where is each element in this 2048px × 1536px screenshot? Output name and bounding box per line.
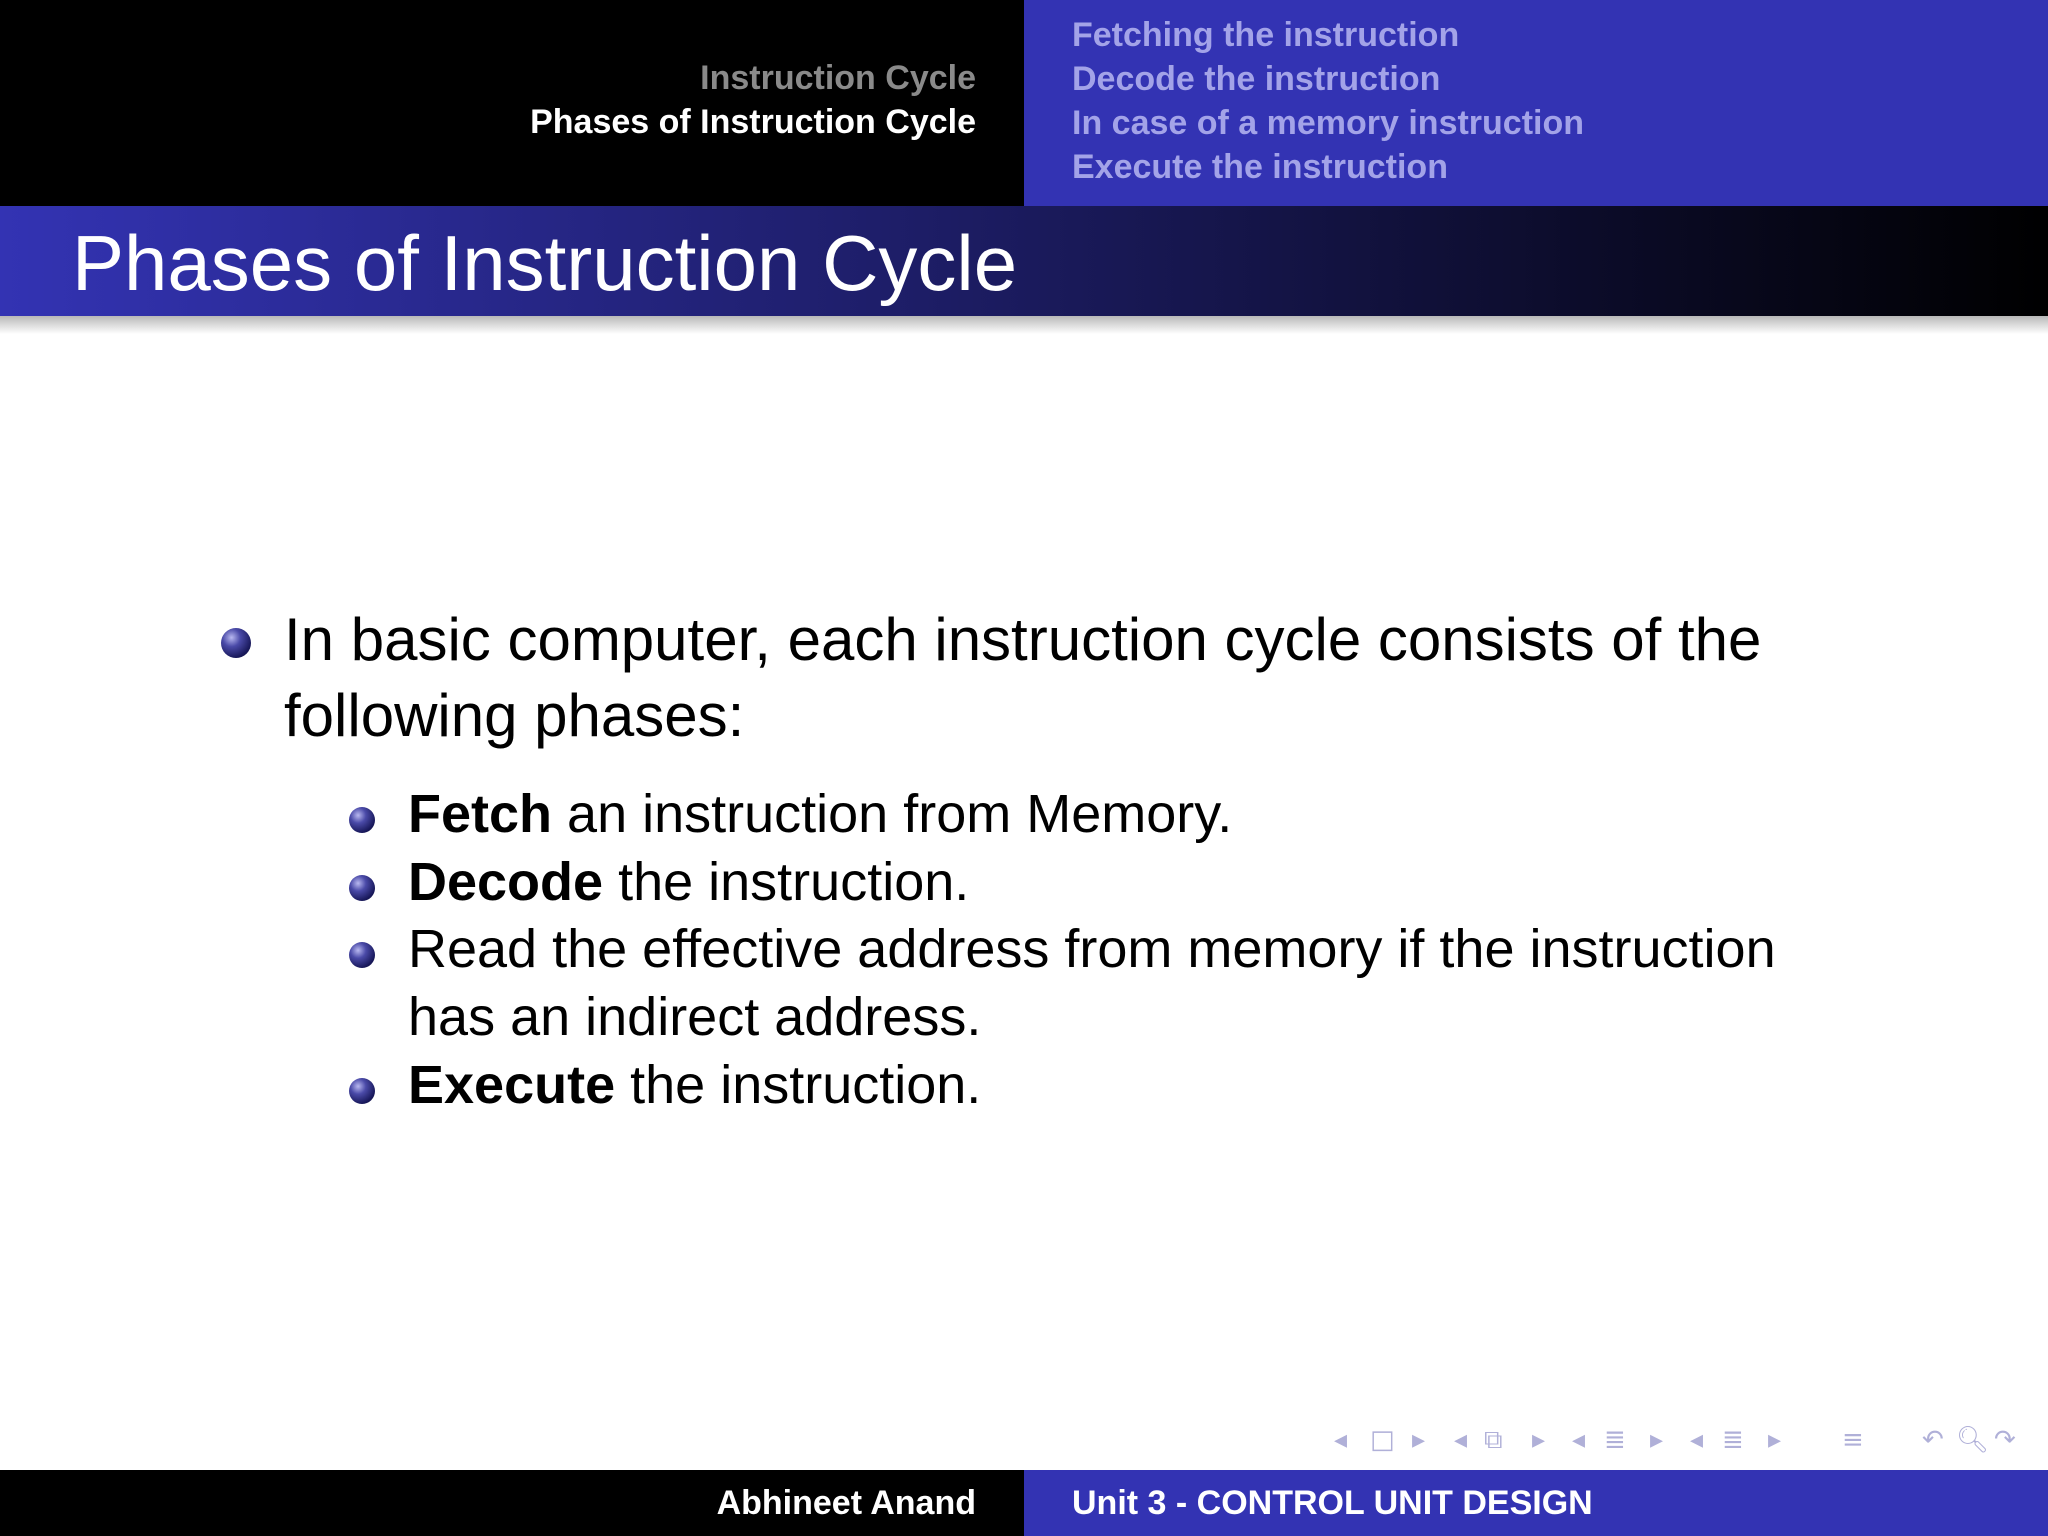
section-link-phases-of-instruction-cycle[interactable]: Phases of Instruction Cycle xyxy=(530,103,976,141)
frame-icon[interactable]: □ xyxy=(1370,1425,1395,1455)
frame-title-bar xyxy=(0,206,2048,316)
section-icon[interactable]: ≣ xyxy=(1604,1425,1626,1455)
phase-item-fetch xyxy=(408,780,1232,848)
footer-title-panel xyxy=(1024,1470,2048,1536)
document-prev-icon[interactable]: ◂ xyxy=(1690,1425,1704,1455)
phase-item-indirect-line-2: has an indirect address. xyxy=(408,987,982,1047)
subsection-link-decode[interactable]: Decode the instruction xyxy=(1072,60,1441,98)
back-icon[interactable]: ↶ xyxy=(1922,1425,1944,1455)
forward-icon[interactable]: ↷ xyxy=(1994,1425,2016,1455)
phase-description: the instruction. xyxy=(603,852,970,912)
frame-prev-icon[interactable]: ◂ xyxy=(1334,1425,1348,1455)
subsection-link-execute[interactable]: Execute the instruction xyxy=(1072,148,1448,186)
section-navigation xyxy=(530,56,1024,144)
document-next-icon[interactable]: ▸ xyxy=(1768,1425,1782,1455)
phase-item-execute xyxy=(408,1051,981,1119)
subsection-link-memory-instruction[interactable]: In case of a memory instruction xyxy=(1072,104,1585,142)
subsection-link-fetching[interactable]: Fetching the instruction xyxy=(1072,16,1460,54)
footer-author-panel xyxy=(0,1470,1024,1536)
sub-bullet-ball-icon xyxy=(349,1078,375,1104)
phase-item-indirect-line-1: Read the effective address from memory if the instruction xyxy=(408,919,1776,979)
subsection-icon[interactable]: ⧉ xyxy=(1484,1425,1503,1455)
footer-author: Abhineet Anand xyxy=(716,1484,976,1522)
table-of-contents-icon[interactable]: ≡ xyxy=(1842,1425,1864,1455)
sub-bullet-ball-icon xyxy=(349,875,375,901)
sub-bullet-ball-icon xyxy=(349,942,375,968)
header-subsection-panel xyxy=(1024,0,2048,206)
title-bar-shadow xyxy=(0,316,2048,334)
subsection-next-icon[interactable]: ▸ xyxy=(1532,1425,1546,1455)
document-icon[interactable]: ≣ xyxy=(1722,1425,1744,1455)
header-section-panel xyxy=(0,0,1024,206)
search-icon[interactable]: 🔍︎ xyxy=(1956,1425,1990,1455)
intro-text-line-2: following phases: xyxy=(284,682,745,749)
section-link-instruction-cycle[interactable]: Instruction Cycle xyxy=(700,59,976,97)
subsection-navigation xyxy=(1072,13,1584,189)
phase-keyword: Decode xyxy=(408,852,604,912)
section-next-icon[interactable]: ▸ xyxy=(1650,1425,1664,1455)
bullet-ball-icon xyxy=(221,628,251,658)
frame-title: Phases of Instruction Cycle xyxy=(72,219,1018,307)
phase-keyword: Execute xyxy=(408,1055,616,1115)
phase-description: the instruction. xyxy=(615,1055,982,1115)
frame-next-icon[interactable]: ▸ xyxy=(1412,1425,1426,1455)
phase-description: an instruction from Memory. xyxy=(552,784,1233,844)
sub-bullet-ball-icon xyxy=(349,807,375,833)
footer-presentation-title: Unit 3 - CONTROL UNIT DESIGN xyxy=(1072,1484,1593,1522)
subsection-prev-icon[interactable]: ◂ xyxy=(1454,1425,1468,1455)
section-prev-icon[interactable]: ◂ xyxy=(1572,1425,1586,1455)
intro-text-line-1: In basic computer, each instruction cycle consists of the xyxy=(284,606,1762,673)
phase-keyword: Fetch xyxy=(408,784,553,844)
phase-item-decode xyxy=(408,848,969,916)
